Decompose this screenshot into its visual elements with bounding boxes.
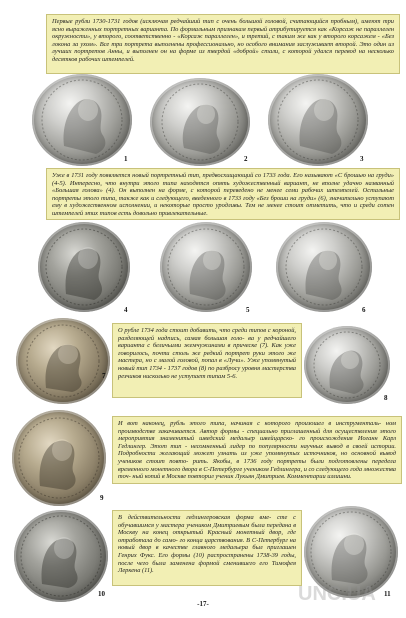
- portrait-icon: [14, 510, 108, 602]
- watermark: UNC.UA: [298, 583, 376, 605]
- coin-label-7: 7: [102, 372, 106, 380]
- portrait-icon: [38, 222, 130, 312]
- page-number: -17-: [197, 600, 209, 608]
- coin-1: [32, 74, 132, 166]
- portrait-icon: [160, 222, 252, 312]
- coin-5: [160, 222, 252, 312]
- coin-label-6: 6: [362, 306, 366, 314]
- portrait-icon: [276, 222, 372, 312]
- coin-label-9: 9: [100, 494, 104, 502]
- text-block-fuks: В действительности гедлингеровская форма вме- сте с обучавшимся у мастера учеником Дмитриевым была передана в Москву на конец открытый Красный монетный двор, где отработала до само- го конца царствования. В С-Петербург на новый двор в качестве главного медальера был приглашен Генрих Фукс. Его формы (10) распространены 1738-39 годы, после чего была заменена формой сменившего его Тимофея Леркена (11).: [112, 510, 302, 586]
- portrait-icon: [32, 74, 132, 166]
- coin-label-10: 10: [98, 590, 105, 598]
- portrait-icon: [150, 78, 250, 166]
- coin-label-4: 4: [124, 306, 128, 314]
- portrait-icon: [268, 74, 368, 166]
- coin-label-8: 8: [384, 394, 388, 402]
- coin-8: [304, 326, 390, 404]
- portrait-icon: [12, 410, 106, 506]
- coin-label-3: 3: [360, 155, 364, 163]
- coin-4: [38, 222, 130, 312]
- text-block-gedlinger: И вот наконец, рубль этого типа, начиная с которого произошел в инструменталь- ном производстве закачивается. Автор формы - специально приглашенный для осуществления этого мероприятия знаменитый шведский медальер швейцарско- го происхождения Иоганн Карл Гедлингер. Этот тип - несомненный лидер по популярности научных вывод в своей истории. Подробности желающий может узнать из уже упомянутых источников, но основной вывод учеников стоит повто- рить. Якобы, в 1736 году портреты были подготовлены передела временного монетного двора в С-Петербурге учеником Гедлингера, и со следующего года множества точ- ный копий в Москве повторил ученик Лукьян Дмитриев. Комментарии излишни.: [112, 416, 402, 484]
- coin-label-1: 1: [124, 155, 128, 163]
- coin-9: [12, 410, 106, 506]
- coin-3: [268, 74, 368, 166]
- coin-2: [150, 78, 250, 166]
- intro-text-block: Первые рубли 1730-1731 годов (исключая редчайший тип с очень большой головой, считающийся пробным), имеют три ясно выраженных портретных варианта. По формальным признакам первый атрибутируется как «Корсаж не параллелен окружности», у второго, соответственно - «Корсаж параллелен», и третий, с таким же как у второго корсажем - «Без локона за ухом». Все три портрета выполнены профессионально, но особого внимания заслуживает второй. Это один из лучших портретов Анны, и выполнен он на форме из твердой «доброй» стали, с которой удался перевод на несколько десятков рабочих штемпелей.: [46, 14, 400, 74]
- coin-6: [276, 222, 372, 312]
- coin-label-11: 11: [384, 590, 391, 598]
- coin-7: [16, 318, 110, 404]
- coin-label-2: 2: [244, 155, 248, 163]
- coin-label-5: 5: [246, 306, 250, 314]
- portrait-icon: [16, 318, 110, 404]
- portrait-icon: [304, 326, 390, 404]
- text-block-1731: Уже в 1731 году появляется новый портретный тип, предвосхищающий со 1733 года. Его называют «С брошью на груди» (4-5). Интересно, что внутри этого типа находятся опять художественный вариант, не вполне удачно названный «Большая голова» (4). Он выполнен на форме, с которой переведено не менее семи рабочих штемпелей. Остальные портреты этого типа, также как и следующего, введенного в 1733 году «Без броши на груди» (6), значительно уступают ему в художественном исполнении, и некоторые просто уродливы. Тем не менее стоит отметить, что и среди сотен штемпелей этих типов есть довольно привлекательные.: [46, 168, 400, 220]
- text-block-1734: О рубле 1734 года стоит добавить, что среди типов с короной, разделяющей надпись, самая большая голо- ва у редчайшего варианта с беличьими жемчужинами в прическе (7). Как уже говорилось, почти столь же редкий портрет руки этого же мастера, но с малой головой, попал в «Лучи». Уже упомянутый новый тип 1734 - 1737 годов (8) по разбросу уровня мастерства резчиков нисколько не уступает типам 5-6.: [112, 323, 302, 398]
- coin-10: [14, 510, 108, 602]
